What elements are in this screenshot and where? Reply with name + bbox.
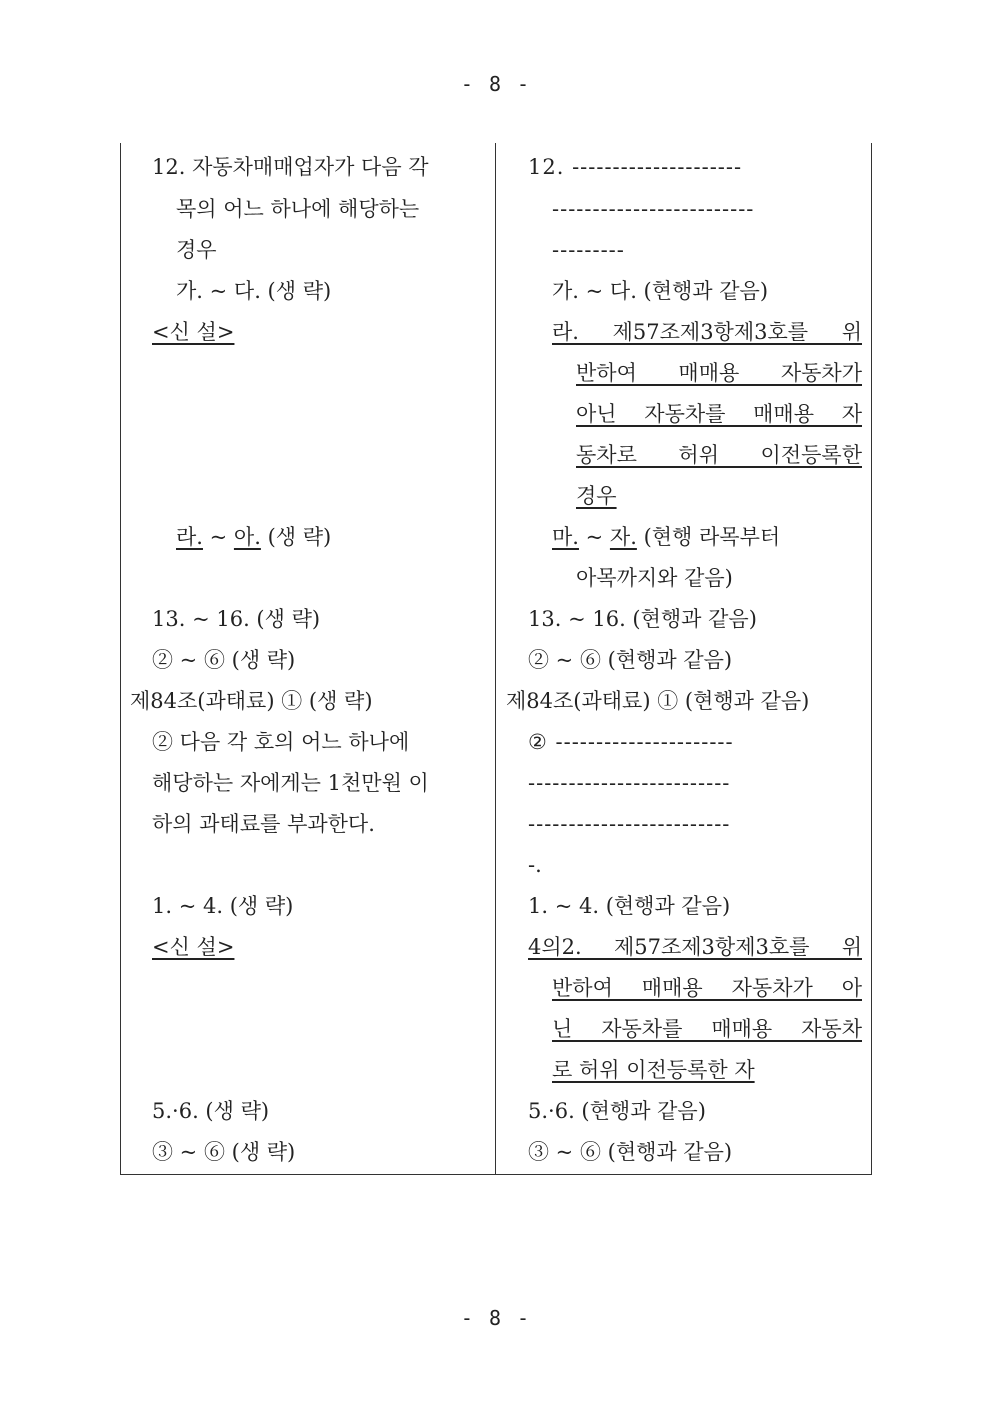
right-new-4-2-line1: 4의2. 제57조제3항제3호를 위 xyxy=(528,935,862,959)
right-line-item12-cont: ------------------------- xyxy=(552,197,755,221)
left-line-para3-6: ③ ~ ⑥ (생 략) xyxy=(152,1140,296,1164)
right-line-para2-cont2: ------------------------- xyxy=(528,812,731,836)
right-line-ga-da: 가. ~ 다. (현행과 같음) xyxy=(552,279,769,303)
right-new-ra-line2: 반하여 매매용 자동차가 xyxy=(576,361,862,385)
column-divider xyxy=(495,143,496,1175)
left-line-para2: ② 다음 각 호의 어느 하나에 xyxy=(152,730,410,754)
left-new-marker-1: <신 설> xyxy=(152,320,235,344)
left-line-1-4: 1. ~ 4. (생 략) xyxy=(152,894,294,918)
right-new-4-2-line4: 로 허위 이전등록한 자 xyxy=(552,1058,755,1082)
right-new-ra-line3: 아닌 자동차를 매매용 자 xyxy=(576,402,862,426)
right-line-ma-ja-cont: 아목까지와 같음) xyxy=(576,566,733,590)
right-line-article84: 제84조(과태료) ① (현행과 같음) xyxy=(506,689,810,713)
right-line-para3-6: ③ ~ ⑥ (현행과 같음) xyxy=(528,1140,733,1164)
right-new-ra-line1: 라. 제57조제3항제3호를 위 xyxy=(552,320,862,344)
right-line-para2: ② ---------------------- xyxy=(528,730,734,754)
left-line-article84: 제84조(과태료) ① (생 략) xyxy=(130,689,373,713)
left-line-item12: 12. 자동차매매업자가 다음 각 xyxy=(152,155,429,179)
left-a-label: 아. xyxy=(233,525,261,549)
left-line-para2-end: 하의 과태료를 부과한다. xyxy=(152,812,375,836)
left-line-para2-cont: 해당하는 자에게는 1천만원 이 xyxy=(152,771,429,795)
left-new-marker-2: <신 설> xyxy=(152,935,235,959)
left-line-item12-end: 경우 xyxy=(176,238,217,262)
right-line-para2-cont: ------------------------- xyxy=(528,771,731,795)
left-line-13-16: 13. ~ 16. (생 략) xyxy=(152,607,321,631)
left-line-5-6: 5.·6. (생 략) xyxy=(152,1099,270,1123)
page-number-bottom: - 8 - xyxy=(460,1306,532,1330)
right-ja-label: 자. xyxy=(609,525,637,549)
right-line-item12: 12. --------------------- xyxy=(528,155,743,179)
left-line-para2-6: ② ~ ⑥ (생 략) xyxy=(152,648,296,672)
left-line-item12-cont: 목의 어느 하나에 해당하는 xyxy=(176,197,420,221)
right-line-para2-6: ② ~ ⑥ (현행과 같음) xyxy=(528,648,733,672)
right-new-4-2-line3: 닌 자동차를 매매용 자동차 xyxy=(552,1017,862,1041)
page-number-top: - 8 - xyxy=(460,72,532,96)
right-range-sep: ~ xyxy=(578,525,610,549)
left-ra-a-note: (생 략) xyxy=(260,525,332,549)
right-new-ra-line5: 경우 xyxy=(576,484,617,508)
right-ma-label: 마. xyxy=(552,525,579,549)
left-line-ga-da: 가. ~ 다. (생 략) xyxy=(176,279,332,303)
right-new-4-2-line2: 반하여 매매용 자동차가 아 xyxy=(552,976,862,1000)
right-line-1-4: 1. ~ 4. (현행과 같음) xyxy=(528,894,731,918)
right-line-5-6: 5.·6. (현행과 같음) xyxy=(528,1099,706,1123)
right-line-item12-end: --------- xyxy=(552,238,625,262)
left-line-ra-a xyxy=(176,523,331,551)
right-line-ma-ja xyxy=(552,523,780,551)
right-line-13-16: 13. ~ 16. (현행과 같음) xyxy=(528,607,757,631)
left-ra-label: 라. xyxy=(176,525,203,549)
left-range-sep: ~ xyxy=(202,525,234,549)
right-ma-ja-note: (현행 라목부터 xyxy=(636,525,781,549)
right-new-ra-line4: 동차로 허위 이전등록한 xyxy=(576,443,862,467)
right-line-para2-end: -. xyxy=(528,853,542,877)
